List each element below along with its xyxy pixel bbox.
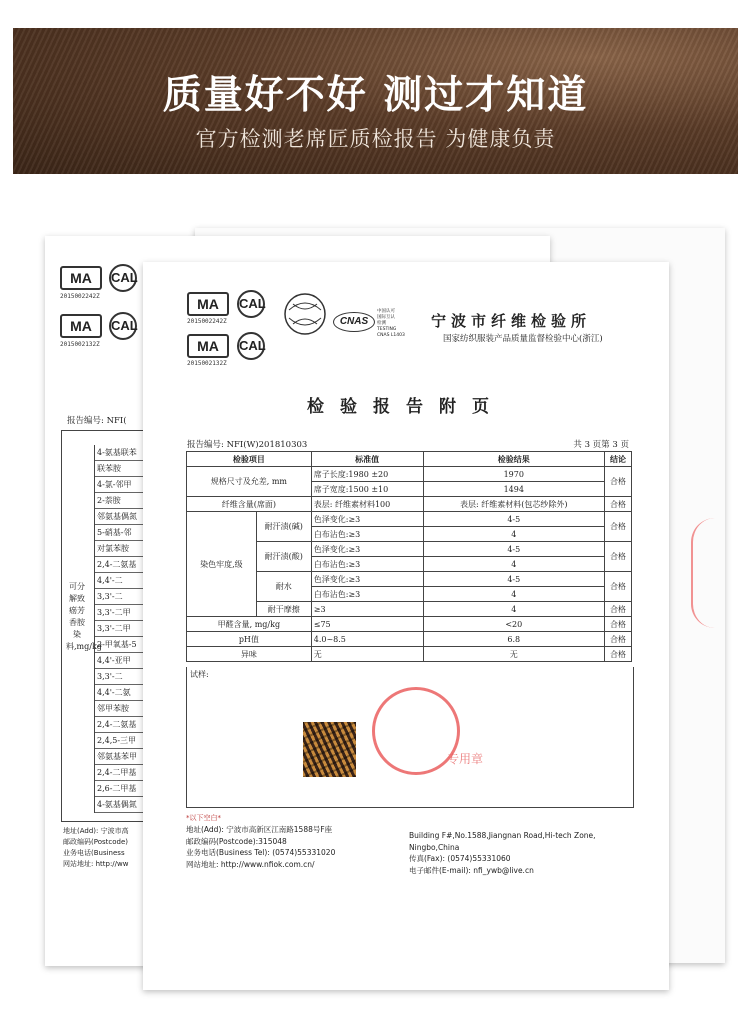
item-cell: 甲醛含量, mg/kg: [187, 617, 312, 632]
table-row: [187, 512, 632, 527]
conclusion-cell: 合格: [605, 647, 632, 662]
standard-cell: 色泽变化:≥3: [311, 542, 423, 557]
cert-number: 2015002132Z: [187, 360, 227, 367]
column-header: 检验项目: [187, 452, 312, 467]
standard-cell: 无: [311, 647, 423, 662]
item-cell: 染色牢度,级: [187, 512, 257, 617]
column-header: 结论: [605, 452, 632, 467]
table-row: 4-氯-邻甲: [95, 477, 146, 493]
item-cell: 异味: [187, 647, 312, 662]
page-indicator: 共 3 页第 3 页: [573, 440, 629, 450]
conclusion-cell: 合格: [605, 467, 632, 497]
subitem-cell: 耐汗渍(酸): [256, 542, 311, 572]
cert-number: 2015002242Z: [187, 318, 227, 325]
table-row: 3,3'-二: [95, 669, 146, 685]
item-cell: pH值: [187, 632, 312, 647]
standard-cell: 白布沾色:≥3: [311, 587, 423, 602]
institute-subtitle: 国家纺织服装产品质量监督检验中心(浙江): [443, 334, 603, 344]
fabric-sample-image: [303, 722, 356, 777]
result-cell: 4-5: [423, 542, 605, 557]
result-cell: 4: [423, 587, 605, 602]
ma-logo: MA: [60, 314, 102, 338]
front-report-sheet: [143, 262, 669, 990]
fax: 传真(Fax): (0574)55331060: [409, 854, 511, 863]
row-list: [94, 445, 146, 813]
table-header: [187, 452, 632, 467]
cal-logo: CAL: [109, 264, 137, 292]
table-row: 3,3'-二甲: [95, 621, 146, 637]
table-row: 联苯胺: [95, 461, 146, 477]
ma-logo: MA: [187, 334, 229, 358]
table-row: [187, 617, 632, 632]
table-row: 4,4'-二氨: [95, 685, 146, 701]
standard-cell: 4.0~8.5: [311, 632, 423, 647]
result-cell: 1970: [423, 467, 605, 482]
footer-right: [409, 830, 596, 876]
cal-logo: CAL: [237, 332, 265, 360]
blank-note: *以下空白*: [186, 814, 221, 822]
banner-title: 质量好不好 测过才知道: [162, 72, 589, 118]
table-row: 4,4'-亚甲: [95, 653, 146, 669]
conclusion-cell: 合格: [605, 512, 632, 542]
item-cell: 规格尺寸及允差, mm: [187, 467, 312, 497]
table-row: 2,4-二氨基: [95, 557, 146, 573]
side-label: 可分解致癌芳香胺染料,mg/kg: [66, 582, 102, 651]
standard-cell: ≥3: [311, 602, 423, 617]
seal-text: 专用章: [447, 752, 484, 766]
institute-name: 宁波市纤维检验所: [431, 312, 592, 330]
cnas-caption: 中国认可 国际互认 检测 TESTING CNAS L1403: [377, 309, 405, 338]
cert-number: 2015002132Z: [60, 341, 100, 348]
footer-left: [186, 814, 336, 870]
table-row: [187, 632, 632, 647]
table-row: 邻甲苯胺: [95, 701, 146, 717]
table-row: 4-氨基联苯: [95, 445, 146, 461]
table-row: 对氯苯胺: [95, 541, 146, 557]
table-row: 2,4-二氨基: [95, 717, 146, 733]
table-row: [187, 647, 632, 662]
footer-line: 业务电话(Business: [63, 849, 125, 857]
footer-fragment: [63, 826, 129, 870]
result-cell: 表层: 纤维素材料(包芯纱除外): [423, 497, 605, 512]
column-header: 检验结果: [423, 452, 605, 467]
result-cell: <20: [423, 617, 605, 632]
table-row: 4-氨基偶氮: [95, 797, 146, 813]
email: 电子邮件(E-mail): nfi_ywb@live.cn: [409, 865, 534, 875]
result-cell: 4: [423, 602, 605, 617]
standard-cell: 席子宽度:1500 ±10: [311, 482, 423, 497]
ilac-mra-logo: [283, 292, 327, 336]
business-tel: 业务电话(Business Tel): (0574)55331020: [186, 848, 336, 857]
footer-line: 地址(Add): 宁波市高: [63, 827, 129, 835]
banner-subtitle: 官方检测老席匠质检报告 为健康负责: [195, 127, 556, 151]
standard-cell: ≤75: [311, 617, 423, 632]
result-cell: 6.8: [423, 632, 605, 647]
table-row: 2-萘胺: [95, 493, 146, 509]
conclusion-cell: 合格: [605, 572, 632, 602]
subitem-cell: 耐水: [256, 572, 311, 602]
result-cell: 1494: [423, 482, 605, 497]
result-cell: 4-5: [423, 512, 605, 527]
cal-logo: CAL: [237, 290, 265, 318]
conclusion-cell: 合格: [605, 542, 632, 572]
table-row: 4,4'-二: [95, 573, 146, 589]
table-row: 2,6-二甲基: [95, 781, 146, 797]
table-row: [187, 497, 632, 512]
standard-cell: 白布沾色:≥3: [311, 557, 423, 572]
cal-logo: CAL: [109, 312, 137, 340]
table-row: 2,4,5-三甲: [95, 733, 146, 749]
item-cell: 纤维含量(席面): [187, 497, 312, 512]
sample-area: [186, 667, 634, 808]
standard-cell: 色泽变化:≥3: [311, 512, 423, 527]
footer-line: 邮政编码(Postcode): [63, 838, 128, 846]
table-fragment: [61, 430, 146, 822]
column-header: 标准值: [311, 452, 423, 467]
address: 地址(Add): 宁波市高新区江南路1588号F座: [186, 825, 333, 834]
hero-banner: [13, 28, 738, 174]
result-cell: 4-5: [423, 572, 605, 587]
report-title: 检验报告附页: [307, 397, 505, 417]
conclusion-cell: 合格: [605, 632, 632, 647]
ma-logo: MA: [187, 292, 229, 316]
result-cell: 无: [423, 647, 605, 662]
conclusion-cell: 合格: [605, 497, 632, 512]
table-row: 3,3'-二甲: [95, 605, 146, 621]
results-table: [186, 451, 632, 662]
official-seal: [372, 687, 484, 775]
conclusion-cell: 合格: [605, 617, 632, 632]
conclusion-cell: 合格: [605, 602, 632, 617]
footer-line: 网站地址: http://ww: [63, 860, 129, 868]
standard-cell: 色泽变化:≥3: [311, 572, 423, 587]
standard-cell: 表层: 纤维素材料100: [311, 497, 423, 512]
result-cell: 4: [423, 527, 605, 542]
standard-cell: 白布沾色:≥3: [311, 527, 423, 542]
stamp-fragment: [691, 518, 715, 628]
subitem-cell: 耐汗渍(碱): [256, 512, 311, 542]
standard-cell: 席子长度:1980 ±20: [311, 467, 423, 482]
sample-label: 试样:: [190, 670, 209, 679]
table-row: 2,4-二甲基: [95, 765, 146, 781]
table-row: 3,3'-二: [95, 589, 146, 605]
subitem-cell: 耐干摩擦: [256, 602, 311, 617]
cnas-logo: CNAS: [333, 312, 375, 332]
city-en: Ningbo,China: [409, 842, 460, 852]
table-row: 2-甲氧基-5: [95, 637, 146, 653]
website: 网站地址: http://www.nfiok.com.cn/: [186, 859, 315, 869]
table-row: [187, 467, 632, 482]
report-number: 报告编号: NFI(W)201810303: [187, 440, 308, 450]
cert-number: 2015002242Z: [60, 293, 100, 300]
table-row: 邻氨基偶氮: [95, 509, 146, 525]
report-number: 报告编号: NFI(: [67, 416, 127, 426]
result-cell: 4: [423, 557, 605, 572]
postcode: 邮政编码(Postcode):315048: [186, 836, 287, 846]
table-row: 邻氨基苯甲: [95, 749, 146, 765]
table-row: 5-硝基-邻: [95, 525, 146, 541]
address-en: Building F#,No.1588,Jiangnan Road,Hi-tech Zone,: [409, 831, 596, 840]
ma-logo: MA: [60, 266, 102, 290]
